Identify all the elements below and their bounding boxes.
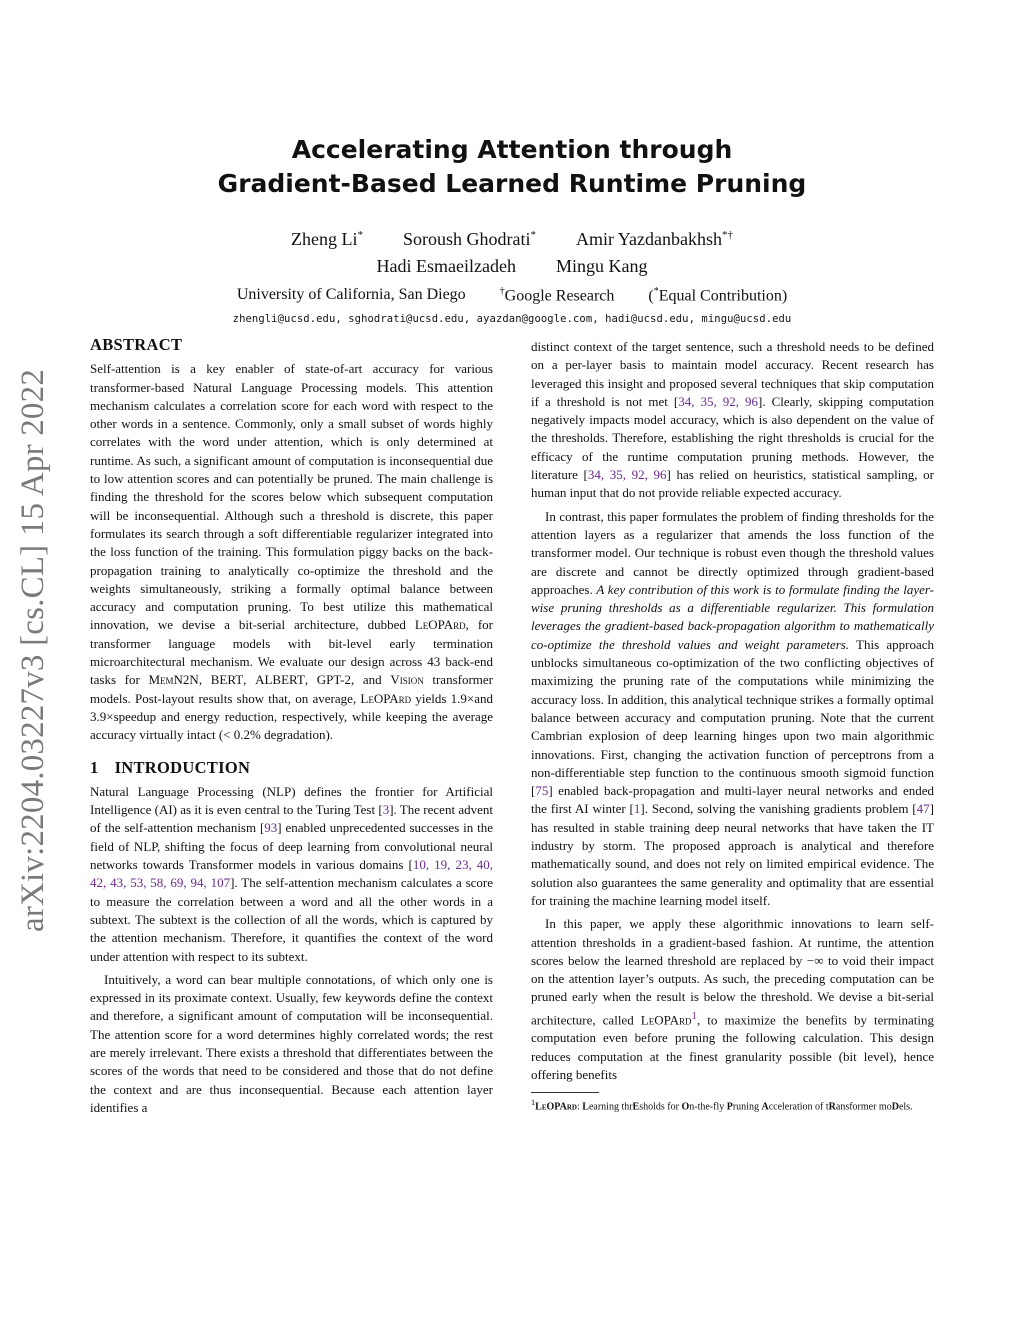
author-name: Soroush Ghodrati* bbox=[402, 229, 536, 249]
affiliation-ucsd: University of California, San Diego bbox=[236, 286, 466, 303]
body-paragraph-2: In contrast, this paper formulates the problem of finding thresholds for the attention layers as a regularizer that amends the loss function of the transformer model. Our technique is robust even though the threshold values are discrete and cannot be directly optimized through gradient-based approaches. A key contribution of this work is to formulate finding the layer-wise pruning thresholds as a differentiable regularizer. This formulation leverages the gradient-based back-propagation algorithm to mathematically co-optimize the threshold values and weight parameters. This approach unblocks simultaneous co-optimization of the two conflicting objectives of maximizing the pruning rate of the computations while minimizing the accuracy loss. In addition, this analytical technique strikes a formally optimal balance between accuracy and computation pruning. Note that the current Cambrian explosion of deep learning hinges upon two main algorithmic innovations. First, changing the activation function of perceptrons from a non-differentiable step function to the continuous smooth sigmoid function [75] enabled back-propagation and multi-layer neural networks and ended the first AI winter [1]. Second, solving the vanishing gradients problem [47] has resulted in stable training deep neural networks that have taken the IT industry by storm. The proposed approach is analytical and therefore mathematically sound, and does not rely on limited empirical evidence. The solution also guarantees the same generality and optimality that are essential for training the machine learning model itself. bbox=[531, 508, 934, 908]
introduction-heading: 1 INTRODUCTION bbox=[90, 757, 251, 777]
body-paragraph-3: In this paper, we apply these algorithmic innovations to learn self-attention thresholds in a gradient-based fashion. At runtime, the attention scores below the learned threshold are replaced by −∞ to void their impact on the attention layer’s outputs. As such, the preceding computation can be pruned early when the result is below the threshold. We devise a bit-serial architecture, called LeOPArd$^1$, to maximize the benefits by terminating computation even before pruning the following calculation. This design reduces computation at the finest granularity possible (bit level), hence offering benefits bbox=[531, 916, 934, 1082]
title-line-2: Gradient-Based Learned Runtime Pruning bbox=[217, 169, 807, 198]
footnote-marker[interactable]: 1 bbox=[691, 1009, 697, 1022]
author-name: Mingu Kang bbox=[555, 256, 648, 276]
paper-title bbox=[90, 133, 934, 201]
intro-paragraph-1: Natural Language Processing (NLP) defines the frontier for Artificial Intelligence (AI) as it is even central to the Turing Test [3]. The recent advent of the self-attention mechanism [93] enabled unprecedented successes in the field of NLP, shifting the focus of deep learning from convolutional neural networks towards Transformer models in various domains [10, 19, 23, 40, 42, 43, 53, 58, 69, 94, 107]. The self-attention mechanism calculates a score to measure the correlation between a word and all the other words in a subtext. The subtext is the collection of all the words, which is captured by the attention mechanism. Therefore, it quantifies the context of the word under attention with respect to its subtext. bbox=[90, 783, 494, 964]
paper-header bbox=[90, 133, 934, 325]
citation-link[interactable]: 75 bbox=[535, 783, 549, 799]
citation-link[interactable]: 3 bbox=[382, 802, 390, 818]
author-name: Zheng Li* bbox=[291, 229, 363, 249]
author-name: Hadi Esmaeilzadeh bbox=[376, 256, 516, 276]
footnote: $^1$LeOPArd: Learning thrEsholds for On-the-fly Pruning Acceleration of tRansformer moDels. bbox=[531, 1098, 913, 1113]
author-list bbox=[90, 222, 934, 280]
citation-link[interactable]: 1 bbox=[633, 801, 641, 817]
affiliations bbox=[90, 286, 934, 305]
title-line-1: Accelerating Attention through bbox=[291, 135, 733, 164]
equal-contribution-note: (*Equal Contribution) bbox=[648, 286, 788, 305]
citation-link[interactable]: 47 bbox=[916, 801, 930, 817]
arxiv-id-text: arXiv:2204.03227v3 [cs.CL] 15 Apr 2022 bbox=[15, 368, 52, 932]
right-column bbox=[531, 338, 934, 1114]
author-name: Amir Yazdanbakhsh*† bbox=[575, 229, 733, 249]
abstract-heading: ABSTRACT bbox=[90, 335, 183, 354]
citation-link[interactable]: 34, 35, 92, 96 bbox=[678, 393, 758, 409]
footnote-divider bbox=[531, 1092, 599, 1093]
abstract-text: Self-attention is a key enabler of state-of-art accuracy for various transformer-based Natural Language Processing models. This attention mechanism calculates a correlation score for each word with respect to the other words in a sentence. Commonly, only a small subset of words highly correlates with the word under attention, which is only determined at runtime. As such, a significant amount of computation is inconsequential due to low attention scores and can potentially be pruned. The main challenge is finding the threshold for the scores below which subsequent computation will be inconsequential. Although such a threshold is discrete, this paper formulates its search through a soft differentiable regularizer integrated into the loss function of the training. This formulation piggy backs on the back-propagation training to analytically co-optimize the threshold and the weights simultaneously, striking a formally optimal balance between accuracy and computation pruning. To best utilize this mathematical innovation, we devise a bit-serial architecture, dubbed LeOPArd, for transformer language models with bit-level early termination microarchitectural mechanism. We evaluate our design across 43 back-end tasks for MemN2N, BERT, ALBERT, GPT-2, and Vision transformer models. Post-layout results show that, on average, LeOPArd yields 1.9×and 3.9×speedup and energy reduction, respectively, while keeping the average accuracy virtually intact (< 0.2% degradation). bbox=[90, 361, 493, 743]
citation-link[interactable]: 10, 19, 23, 40, 42, 43, 53, 58, 69, 94, 107 bbox=[90, 857, 494, 891]
author-emails: zhengli@ucsd.edu, sghodrati@ucsd.edu, ayazdan@google.com, hadi@ucsd.edu, mingu@ucsd.edu bbox=[232, 313, 792, 326]
body-paragraph-1: distinct context of the target sentence, such a threshold needs to be defined on a per-layer basis to maintain model accuracy. Recent research has leveraged this insight and proposed several techniques that skip computation if a threshold is not met [34, 35, 92, 96]. Clearly, skipping computation negatively impacts model accuracy, which is also dependent on the value of the thresholds. Therefore, establishing the right thresholds is crucial for the efficacy of the runtime computation pruning methods. However, the literature [34, 35, 92, 96] has relied on heuristics, statistical sampling, or human input that do not provide reliable expected accuracy. bbox=[531, 339, 935, 501]
arxiv-identifier-stamp bbox=[4, 360, 64, 940]
affiliation-google: †Google Research bbox=[499, 286, 615, 305]
intro-paragraph-2: Intuitively, a word can bear multiple connotations, of which only one is expressed in its proximate context. Usually, few keywords define the context and therefore, a significant amount of computation will be inconsequential. The attention score for a word determines highly correlated words; the rest are merely irrelevant. There exists a threshold that differentiates between the scores of the words that need to be considered and those that do not define the context and are thus inconsequential. Because each attention layer identifies a bbox=[90, 971, 493, 1115]
left-column bbox=[90, 336, 493, 1117]
citation-link[interactable]: 93 bbox=[264, 820, 278, 836]
citation-link[interactable]: 34, 35, 92, 96 bbox=[587, 467, 667, 483]
